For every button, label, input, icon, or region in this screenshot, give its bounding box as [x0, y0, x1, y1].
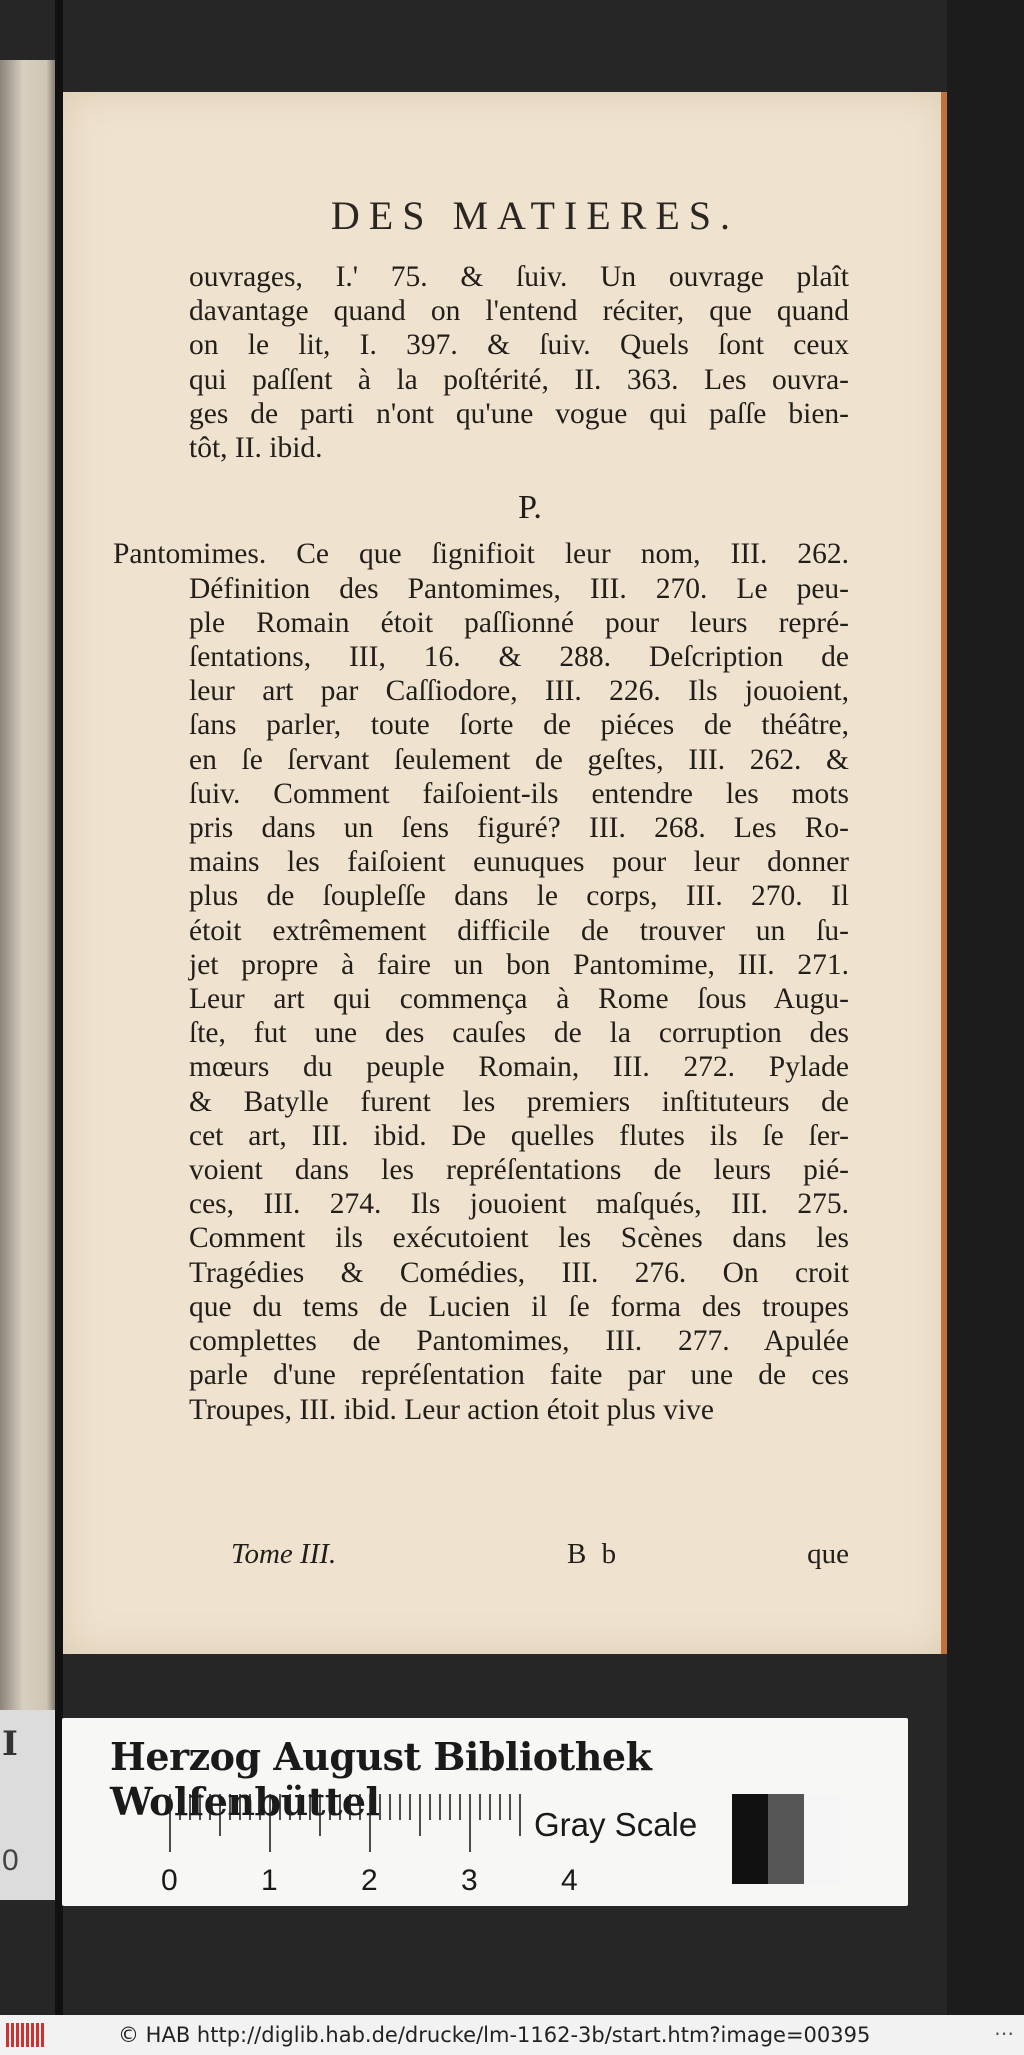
binding-shadow	[55, 0, 63, 2015]
text-line: complettes de Pantomimes, III. 277. Apulée	[189, 1325, 849, 1358]
stub-mark: I	[2, 1724, 18, 1764]
text-line: plus de ſoupleſſe dans le corps, III. 270. Il	[189, 880, 849, 913]
ruler-number: 4	[561, 1864, 578, 1897]
text-line: en ſe ſervant ſeulement de geſtes, III. 262. &	[189, 743, 849, 776]
volume-label: Tome III.	[231, 1538, 337, 1570]
text-line: qui paſſent à la poſtérité, II. 363. Les ouvra-	[189, 363, 849, 396]
text-line: mœurs du peuple Romain, III. 272. Pylade	[189, 1051, 849, 1084]
hab-logo-icon	[6, 2023, 44, 2047]
ruler-number: 1	[261, 1864, 278, 1897]
more-options-icon[interactable]: ⋯	[994, 2021, 1014, 2045]
viewer-footer-bar	[0, 2015, 1024, 2055]
gray-scale-label: Gray Scale	[534, 1806, 698, 1843]
page-footer	[167, 1538, 849, 1578]
text-line: leur art par Caſſiodore, III. 226. Ils jouoient,	[189, 675, 849, 708]
text-line: que du tems de Lucien il ſe forma des troupes	[189, 1290, 849, 1323]
text-line: ple Romain étoit paſſionné pour leurs repré-	[189, 606, 849, 639]
library-name: Herzog August Bibliothek Wolfenbüttel	[110, 1734, 652, 1824]
text-line: Définition des Pantomimes, III. 270. Le peu-	[189, 572, 849, 605]
text-line: ſte, fut une des cauſes de la corruption des	[189, 1017, 849, 1050]
ruler-number: 2	[361, 1864, 378, 1897]
text-line: mains les faiſoient eunuques pour leur donner	[189, 846, 849, 879]
text-line: ges de parti n'ont qu'une vogue qui paſſe bien-	[189, 397, 849, 430]
continued-entry	[151, 260, 849, 465]
text-line: on le lit, I. 397. & ſuiv. Quels ſont ceux	[189, 329, 849, 362]
index-text	[113, 260, 849, 1427]
text-line: ſentations, III, 16. & 288. Deſcription de	[189, 641, 849, 674]
entry-pantomimes	[113, 537, 849, 1426]
text-line: ſans parler, toute ſorte de piéces de théâtre,	[189, 709, 849, 742]
book-page	[63, 92, 947, 1654]
color-calibration-card	[62, 1718, 908, 1906]
text-line: ouvrages, I.' 75. & ſuiv. Un ouvrage plaît	[189, 261, 849, 293]
text-line: Pantomimes. Ce que ſignifioit leur nom, III. 262.	[113, 538, 849, 571]
text-line: parle d'une repréſentation faite par une de ces	[189, 1359, 849, 1392]
section-letter: P.	[518, 489, 542, 527]
text-line: ſuiv. Comment faiſoient-ils entendre les mots	[189, 777, 849, 810]
signature-mark: B b	[567, 1538, 621, 1570]
ruler-number: 3	[461, 1864, 478, 1897]
ruler-number: 0	[161, 1864, 178, 1897]
text-line: ces, III. 274. Ils jouoient maſqués, III. 275.	[189, 1188, 849, 1221]
color-card-stub	[0, 1710, 55, 1900]
text-line: tôt, II. ibid.	[189, 432, 323, 465]
gray-scale-swatches	[732, 1794, 840, 1884]
text-line: & Batylle furent les premiers inſtituteurs de	[189, 1085, 849, 1118]
scale-ruler	[106, 1790, 578, 1898]
swatch-gray	[768, 1794, 804, 1884]
text-line: Leur art qui commença à Rome ſous Augu-	[189, 983, 849, 1016]
swatch-black	[732, 1794, 768, 1884]
stub-digit: 0	[2, 1844, 19, 1877]
source-credit-link[interactable]: © HAB http://diglib.hab.de/drucke/lm-1162-3b/start.htm?image=00395	[118, 2023, 871, 2047]
text-line: Troupes, III. ibid. Leur action étoit plus vive	[189, 1393, 714, 1426]
right-background	[947, 0, 1024, 2015]
text-line: étoit extrêmement difficile de trouver un ſu-	[189, 914, 849, 947]
text-line: davantage quand on l'entend réciter, que quand	[189, 295, 849, 328]
text-line: cet art, III. ibid. De quelles flutes ils ſe ſer-	[189, 1119, 849, 1152]
text-line: Tragédies & Comédies, III. 276. On croit	[189, 1256, 849, 1289]
catchword: que	[807, 1538, 849, 1570]
text-line: Comment ils exécutoient les Scènes dans les	[189, 1222, 849, 1255]
left-page-edge	[0, 60, 58, 1830]
swatch-white	[804, 1794, 840, 1884]
text-line: voient dans les repréſentations de leurs pié-	[189, 1154, 849, 1187]
running-head: DES MATIERES.	[330, 193, 740, 238]
text-line: jet propre à faire un bon Pantomime, III. 271.	[189, 948, 849, 981]
text-line: pris dans un ſens figuré? III. 268. Les Ro-	[189, 812, 849, 845]
